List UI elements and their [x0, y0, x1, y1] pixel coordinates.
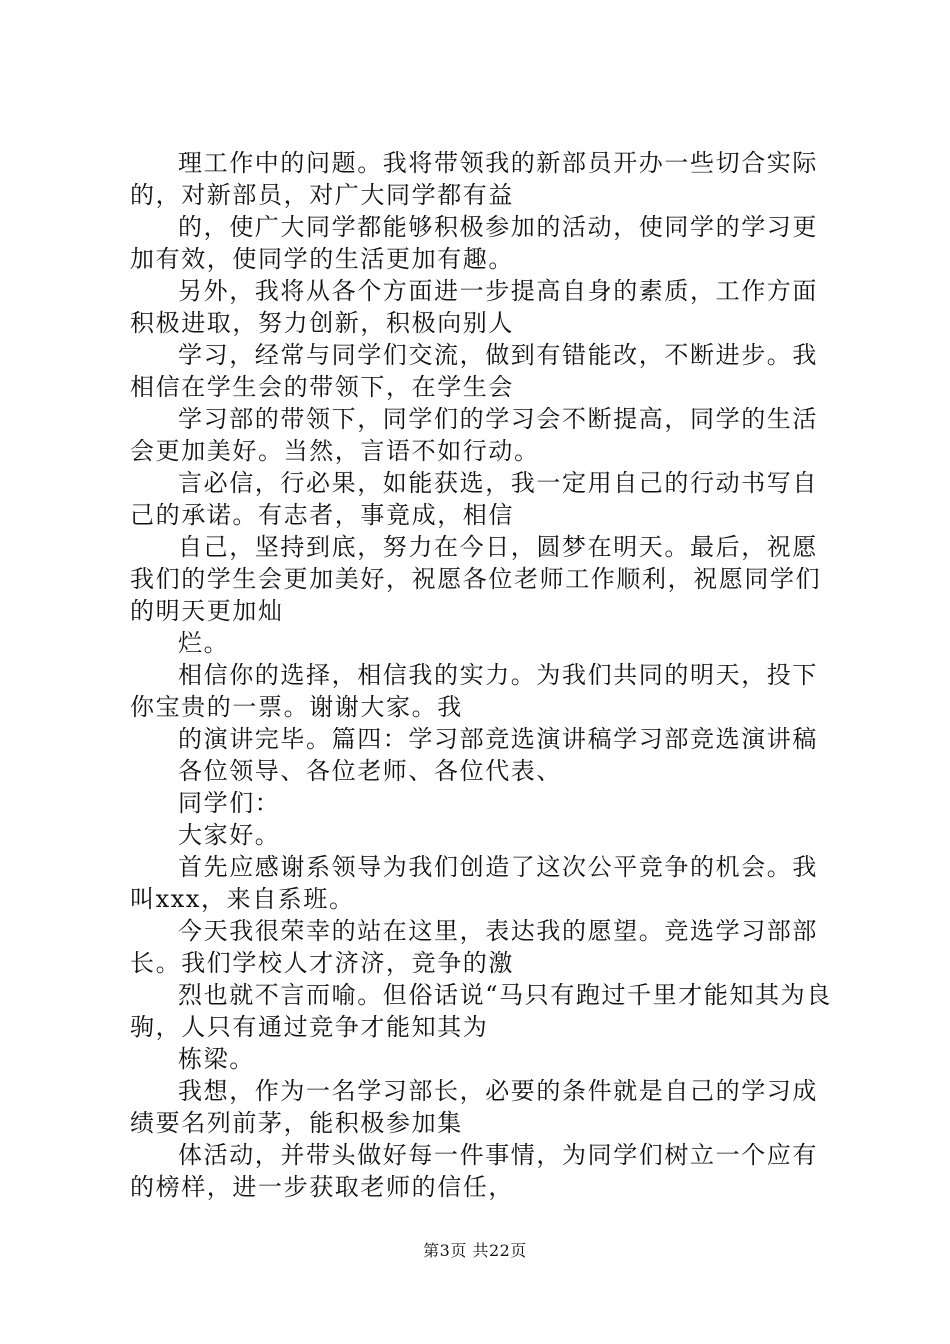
paragraph: 各位领导、各位老师、各位代表、 — [178, 757, 562, 785]
paragraph: 另外，我将从各个方面进一步提高自身的素质，工作方面积极进取，努力创新，积极向别人 — [130, 277, 818, 337]
paragraph: 今天我很荣幸的站在这里，表达我的愿望。竞选学习部部长。我们学校人才济济，竞争的激 — [130, 917, 818, 977]
paragraph: 同学们： — [178, 789, 281, 817]
paragraph: 学习部的带领下，同学们的学习会不断提高，同学的生活会更加美好。当然，言语不如行动。 — [130, 405, 818, 465]
paragraph: 的演讲完毕。篇四：学习部竞选演讲稿学习部竞选演讲稿 — [178, 725, 818, 753]
paragraph: 理工作中的问题。我将带领我的新部员开办一些切合实际的，对新部员，对广大同学都有益 — [130, 149, 818, 209]
paragraph: 我想，作为一名学习部长，必要的条件就是自己的学习成绩要名列前茅，能积极参加集 — [130, 1077, 818, 1137]
paragraph: 栋梁。 — [178, 1045, 255, 1073]
paragraph: 的，使广大同学都能够积极参加的活动，使同学的学习更加有效，使同学的生活更加有趣。 — [130, 213, 818, 273]
paragraph: 烂。 — [178, 629, 230, 657]
paragraph: 言必信，行必果，如能获选，我一定用自己的行动书写自己的承诺。有志者，事竟成，相信 — [130, 469, 818, 529]
document-body — [130, 147, 835, 1203]
paragraph: 自己，坚持到底，努力在今日，圆梦在明天。最后，祝愿我们的学生会更加美好，祝愿各位老师工作顺利，祝愿同学们的明天更加灿 — [130, 533, 822, 625]
paragraph: 体活动，并带头做好每一件事情，为同学们树立一个应有的榜样，进一步获取老师的信任， — [130, 1141, 818, 1201]
page-number-footer: 第3页 共22页 — [423, 1241, 527, 1260]
paragraph: 相信你的选择，相信我的实力。为我们共同的明天，投下你宝贵的一票。谢谢大家。我 — [130, 661, 818, 721]
paragraph: 烈也就不言而喻。但俗话说“马只有跑过千里才能知其为良驹，人只有通过竞争才能知其为 — [130, 981, 832, 1041]
paragraph: 首先应感谢系领导为我们创造了这次公平竞争的机会。我叫xxx，来自系班。 — [130, 853, 818, 913]
paragraph: 大家好。 — [178, 821, 281, 849]
paragraph: 学习，经常与同学们交流，做到有错能改，不断进步。我相信在学生会的带领下，在学生会 — [130, 341, 818, 401]
